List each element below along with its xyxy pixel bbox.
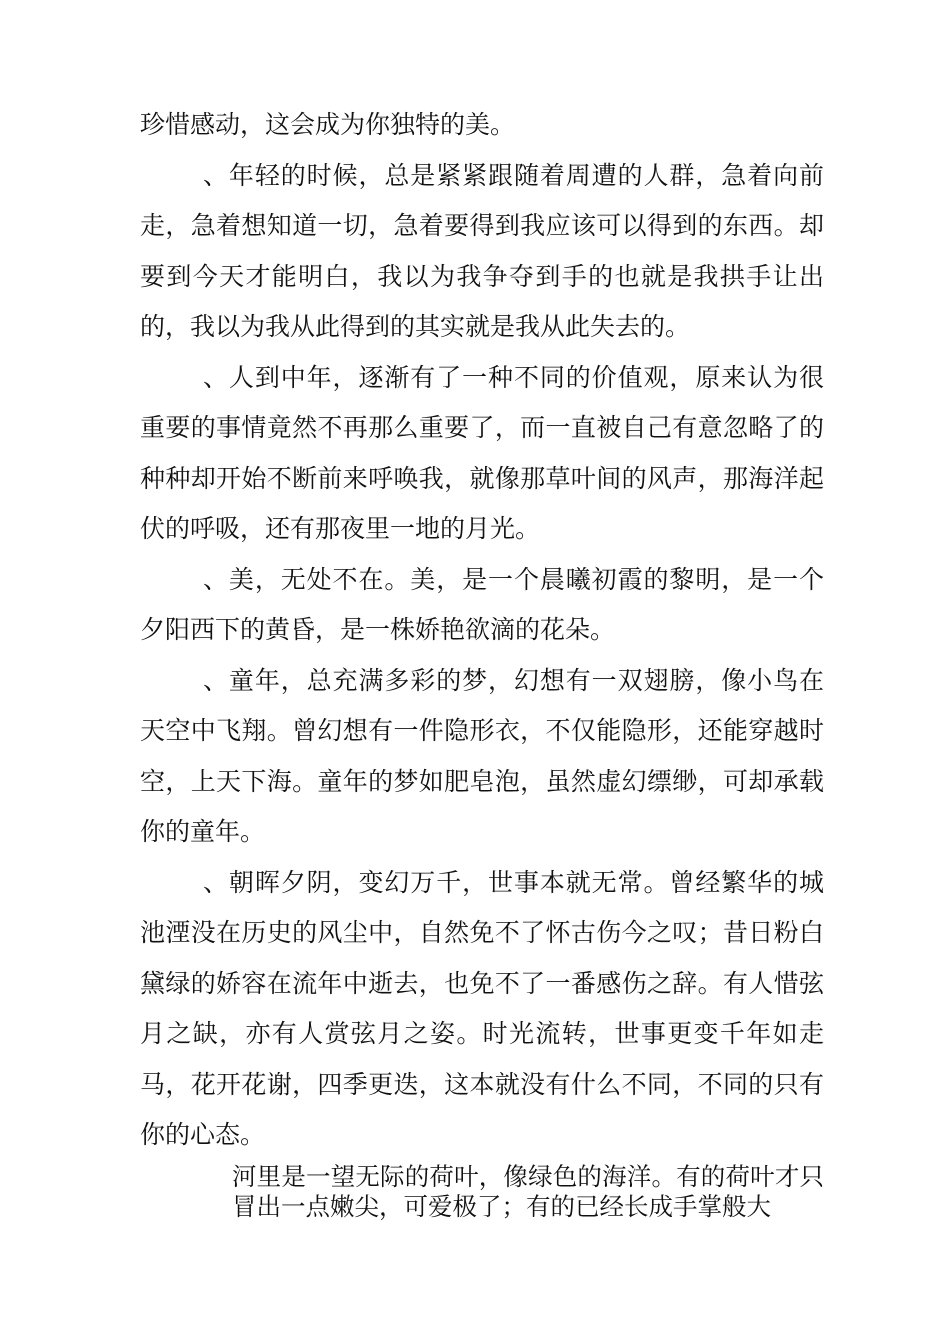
paragraph-3: 、人到中年，逐渐有了一种不同的价值观，原来认为很重要的事情竟然不再那么重要了，而一直被自己有意忽略了的种种却开始不断前来呼唤我，就像那草叶间的风声，那海洋起伏的呼吸，还有那夜里一地的月光。 [140,362,824,543]
paragraph-4: 、美，无处不在。美，是一个晨曦初霞的黎明，是一个夕阳西下的黄昏，是一株娇艳欲滴的花朵。 [140,564,824,644]
paragraph-6: 、朝晖夕阴，变幻万千，世事本就无常。曾经繁华的城池湮没在历史的风尘中，自然免不了怀古伤今之叹；昔日粉白黛绿的娇容在流年中逝去，也免不了一番感伤之辞。有人惜弦月之缺，亦有人赏弦月之姿。时光流转，世事更变千年如走马，花开花谢，四季更迭，这本就没有什么不同，不同的只有你的心态。 [140,867,824,1149]
paragraph-5: 、童年，总充满多彩的梦，幻想有一双翅膀，像小鸟在天空中飞翔。曾幻想有一件隐形衣，不仅能隐形，还能穿越时空，上天下海。童年的梦如肥皂泡，虽然虚幻缥缈，可却承载你的童年。 [140,665,824,846]
main-text-block [140,100,824,1161]
paragraph-2: 、年轻的时候，总是紧紧跟随着周遭的人群，急着向前走，急着想知道一切，急着要得到我应该可以得到的东西。却要到今天才能明白，我以为我争夺到手的也就是我拱手让出的，我以为我从此得到的其实就是我从此失去的。 [140,160,824,341]
lower-paragraph: 河里是一望无际的荷叶，像绿色的海洋。有的荷叶才只冒出一点嫩尖，可爱极了；有的已经长成手掌般大 [232,1162,824,1221]
paragraph-1: 珍惜感动，这会成为你独特的美。 [140,110,516,139]
lower-text-block [232,1162,824,1222]
